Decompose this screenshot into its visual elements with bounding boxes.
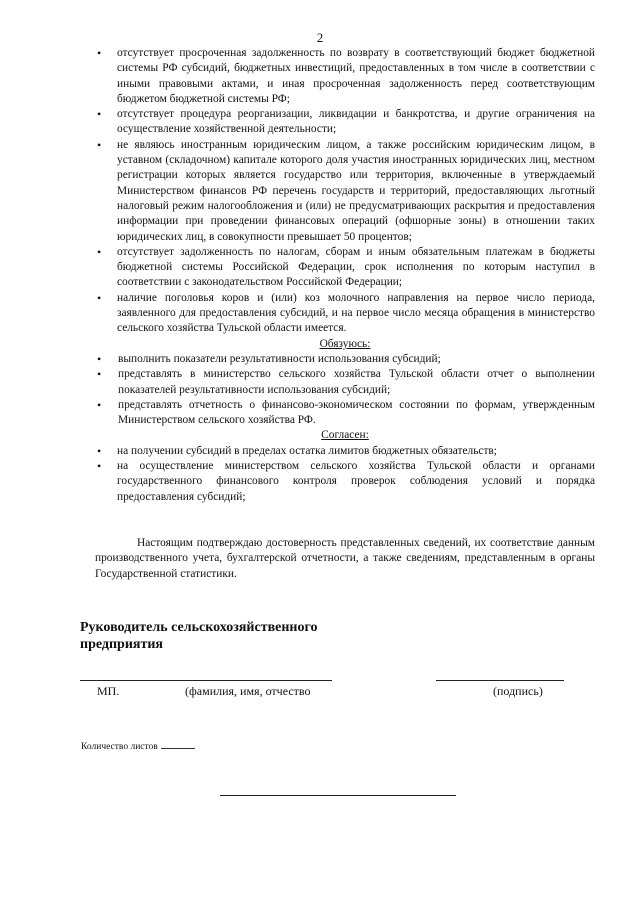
bottom-divider <box>220 795 456 796</box>
list-item: • наличие поголовья коров и (или) коз молочного направления на первое число периода, заявленного для предоставления субсидий, и на первое число месяца обращения в министерство сельского хозяйства Тульской области имеется. <box>95 291 595 337</box>
obligations-list <box>95 352 595 428</box>
list-item: • не являюсь иностранным юридическим лицом, а также российским юридическим лицом, в уставном (складочном) капитале которого доля участия иностранных юридических лиц, местном регистрации которых является государство или территория, включенные в утверждаемый Министерством финансов РФ перечень государств и территорий, предоставляющих льготный налоговый режим налогообложения и (или) не предусматривающих раскрытия и предоставления информации при проведении финансовых операций (офшорные зоны) в отношении таких юридических лиц, в совокупности превышает 50 процентов; <box>95 138 595 245</box>
list-item: • отсутствует задолженность по налогам, сборам и иным обязательным платежам в бюджеты бюджетной системы Российской Федерации, срок исполнения по которым наступил в соответствии с законодательством Российской Федерации; <box>95 245 595 291</box>
list-item: • выполнить показатели результативности использования субсидий; <box>95 352 595 367</box>
obligations-heading: Обязуюсь: <box>319 337 371 350</box>
list-item: • представлять в министерство сельского хозяйства Тульской области отчет о выполнении показателей результативности использования субсидий; <box>95 367 595 398</box>
consent-list <box>95 444 595 505</box>
list-item: • отсутствует процедура реорганизации, ликвидации и банкротства, и другие ограничения на осуществление хозяйственной деятельности; <box>95 107 595 138</box>
signature-line <box>436 680 564 681</box>
conditions-list <box>95 46 595 337</box>
signatory-title-line: предприятия <box>80 637 163 652</box>
signatory-title <box>80 619 318 653</box>
signatory-title-line: Руководитель сельскохозяйственного <box>80 620 318 635</box>
list-item: • представлять отчетность о финансово-экономическом состоянии по формам, утвержденным Министерством сельского хозяйства РФ. <box>95 398 595 429</box>
confirmation-paragraph: Настоящим подтверждаю достоверность представленных сведений, их соответствие данным производственного учета, бухгалтерской отчетности, а также сведениям, представленным в органы Государственной статистики. <box>95 536 595 580</box>
page-number: 2 <box>316 30 324 45</box>
consent-heading: Согласен: <box>321 429 369 442</box>
stamp-label: МП. <box>97 684 120 698</box>
list-item: • отсутствует просроченная задолженность по возврату в соответствующий бюджет бюджетной системы РФ субсидий, бюджетных инвестиций, предоставленных в том числе в соответствии с иными правовыми актами, и иная просроченная задолженность перед соответствующим бюджетом бюджетной системы РФ; <box>95 46 595 107</box>
name-label: (фамилия, имя, отчество <box>185 684 311 698</box>
signature-label: (подпись) <box>493 684 543 698</box>
sheets-count-blank <box>161 740 195 749</box>
sheets-count <box>81 740 195 752</box>
document-body <box>95 46 595 582</box>
name-signature-line <box>80 680 332 681</box>
sheets-count-label: Количество листов <box>81 742 158 752</box>
list-item: • на осуществление министерством сельского хозяйства Тульской области и органами государственного финансового контроля проверок соблюдения условий и порядка предоставления субсидий; <box>95 459 595 505</box>
list-item: • на получении субсидий в пределах остатка лимитов бюджетных обязательств; <box>95 444 595 459</box>
